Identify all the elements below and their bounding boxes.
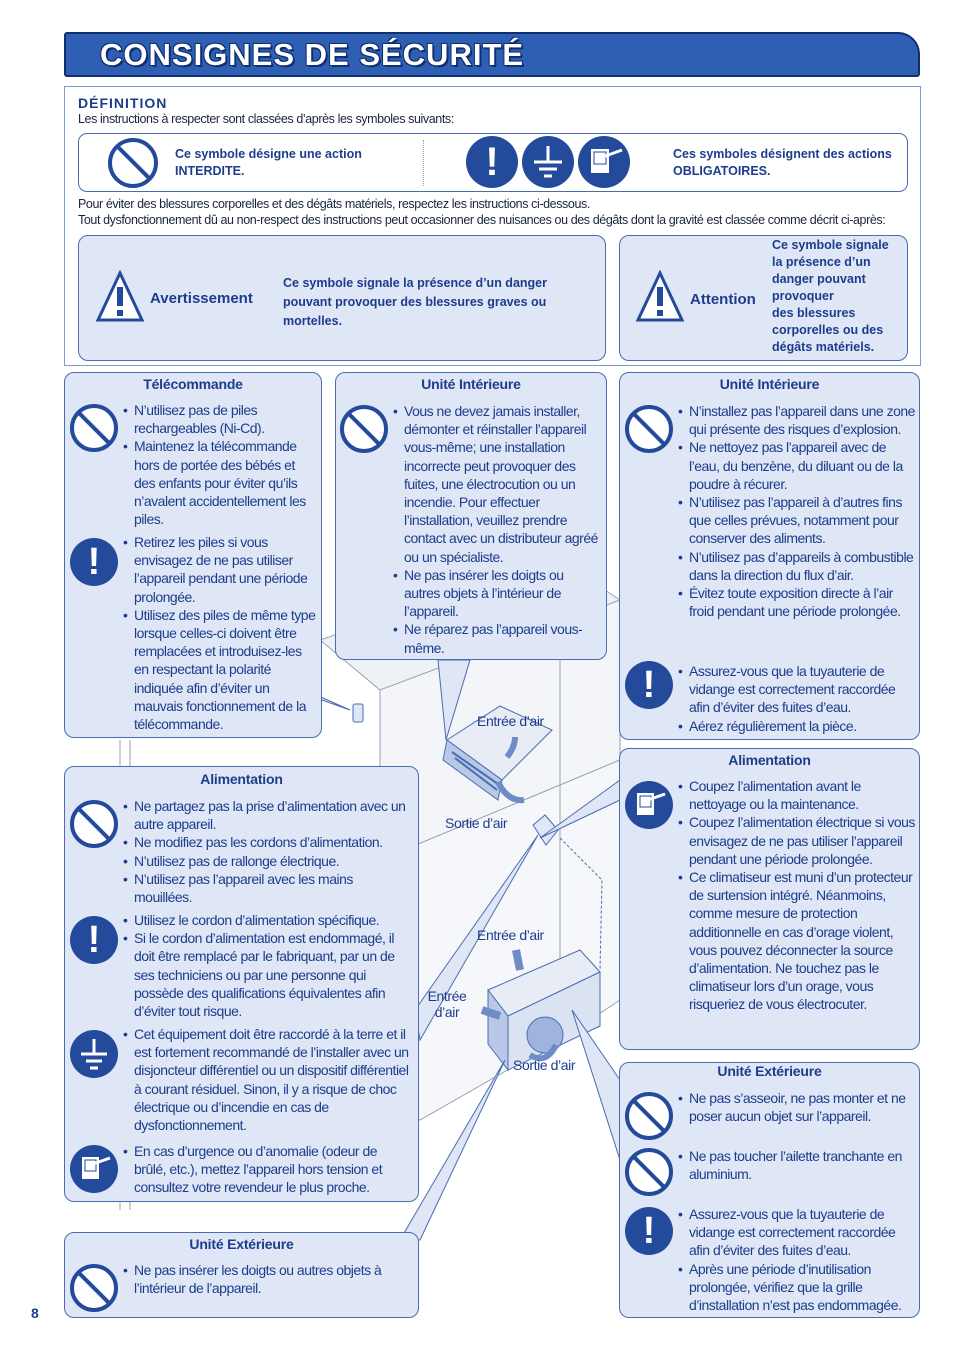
caution-triangle-icon (636, 270, 684, 324)
list-item: • Ne pas toucher l’ailette tranchante en aluminium. (678, 1147, 916, 1183)
list-item: • Ne partagez pas la prise d’alimentation avec un autre appareil. (123, 797, 411, 833)
list-item: • N’utilisez pas d’appareils à combustible dans la direction du flux d’air. (678, 548, 916, 584)
list-item: • Ne modifiez pas les cordons d’alimentation. (123, 833, 411, 851)
page-number: 8 (31, 1305, 39, 1321)
box-unite-exterieure-2-title: Unité Extérieure (717, 1063, 822, 1079)
telecommande-mandatory-list (123, 533, 318, 733)
caution-line: la présence d’un (772, 255, 871, 269)
list-item: • Ne pas s’asseoir, ne pas monter et ne poser aucun objet sur l’appareil. (678, 1089, 916, 1125)
box-telecommande-title: Télécommande (143, 376, 243, 392)
mandatory-icon: ! (70, 538, 118, 586)
caution-line: dégâts matériels. (772, 340, 875, 354)
list-item: • Retirez les piles si vous envisagez de ne pas utiliser l’appareil pendant une période prolongée. (123, 533, 318, 606)
caution-line: danger pouvant (772, 272, 866, 286)
ground-icon (522, 136, 574, 188)
air-outlet-label: Sortie d’air (513, 1057, 576, 1073)
definition-intro: Les instructions à respecter sont classées d’après les symboles suivants: (78, 112, 454, 126)
no-fingers-icon (70, 1264, 118, 1312)
definition-note1: Pour éviter des blessures corporelles et des dégâts matériels, respectez les instructions ci-dessous. (78, 197, 590, 211)
list-item: • N’installez pas l’appareil dans une zone qui présente des risques d’explosion. (678, 402, 916, 438)
list-item: • Ne pas insérer les doigts ou autres objets à l’intérieur de l’appareil. (393, 566, 600, 621)
box-alimentation-2-title: Alimentation (728, 752, 811, 768)
no-touch-icon (625, 1148, 673, 1196)
alimentation-2-list (678, 777, 916, 1014)
unite-exterieure-2-mandatory-list (678, 1205, 916, 1314)
list-item: • Ce climatiseur est muni d’un protecteur de surtension intégré. Néanmoins, comme mesure de protection additionnelle en cas d’orage violent, vous pouvez déconnecter la source d’alimentation. Ne touchez pas le climatiseur lors d’un orage, vous risqueriez de vous électrocuter. (678, 868, 916, 1014)
ground-icon (70, 1030, 118, 1078)
air-intake-label (424, 988, 470, 1020)
list-item: • En cas d’urgence ou d’anomalie (odeur de brûlé, etc.), mettez l’appareil hors tension et consultez votre revendeur le plus proche. (123, 1142, 411, 1197)
list-item: • Coupez l’alimentation électrique si vous envisagez de ne pas utiliser l’appareil pendant une période prolongée. (678, 813, 916, 868)
list-item: • Ne pas insérer les doigts ou autres objets à l’intérieur de l’appareil. (123, 1261, 403, 1297)
list-item: • Ne réparez pas l’appareil vous-même. (393, 620, 600, 656)
unite-exterieure-1-list (123, 1261, 403, 1297)
unite-exterieure-2-nositting-list (678, 1089, 916, 1125)
box-alimentation-1-title: Alimentation (200, 771, 283, 787)
prohibited-desc-line2: INTERDITE. (175, 164, 245, 178)
warning-label: Avertissement (150, 290, 253, 307)
list-item: • Assurez-vous que la tuyauterie de vidange est correctement raccordée afin d’éviter des fuites d’eau. (678, 1205, 916, 1260)
mandatory-desc-line2: OBLIGATOIRES. (673, 164, 771, 178)
unplug-icon (70, 1145, 118, 1193)
prohibited-icon (108, 138, 158, 188)
list-item: • Utilisez des piles de même type lorsque celles-ci doivent être remplacées et introduisez-les en respectant la polarité indiquée afin d’éviter un mauvais fonctionnement de la télécommande. (123, 606, 318, 733)
definition-note2: Tout dysfonctionnement dû au non-respect des instructions peut occasionner des nuisances ou des dégâts dont la gravité est classée comme décrit ci-après: (78, 213, 886, 227)
prohibited-icon (625, 405, 673, 453)
list-item: • Après une période d’inutilisation prolongée, vérifiez que la grille d’installation n’est pas endommagée. (678, 1260, 916, 1315)
prohibited-desc (175, 146, 362, 180)
box-unite-exterieure-1-title: Unité Extérieure (189, 1236, 294, 1252)
list-item: • Ne nettoyez pas l’appareil avec de l’eau, du benzène, du diluant ou de la poudre à récurer. (678, 438, 916, 493)
unite-exterieure-2-notouch-list (678, 1147, 916, 1183)
alimentation-1-prohibited-list (123, 797, 411, 906)
list-item: • Assurez-vous que la tuyauterie de vidange est correctement raccordée afin d’éviter des fuites d’eau. (678, 662, 916, 717)
list-item: • N’utilisez pas l’appareil à d’autres fins que celles prévues, notamment pour conserver des aliments. (678, 493, 916, 548)
mandatory-desc-line1: Ces symboles désignent des actions (673, 147, 892, 161)
title-bar (64, 32, 920, 77)
warning-text: Ce symbole signale la présence d’un danger pouvant provoquer des blessures graves ou mortelles. (283, 276, 547, 328)
caution-line: des blessures (772, 306, 856, 320)
list-item: • Évitez toute exposition directe à l’air froid pendant une période prolongée. (678, 584, 916, 620)
prohibited-icon (70, 800, 118, 848)
air-intake-label-line: d’air (434, 1004, 460, 1020)
box-unite-interieure-2-title: Unité Intérieure (719, 376, 820, 392)
box-unite-interieure-1-title: Unité Intérieure (421, 376, 521, 392)
list-item: • Utilisez le cordon d’alimentation spécifique. (123, 911, 411, 929)
alimentation-1-mandatory-list (123, 911, 411, 1020)
alimentation-1-ground-list (123, 1025, 413, 1134)
air-intake-label-line: Entrée (427, 988, 467, 1004)
mandatory-icon: ! (625, 1207, 673, 1255)
unplug-icon (578, 136, 630, 188)
list-item: • Maintenez la télécommande hors de portée des bébés et des enfants pour éviter qu’ils n’avalent accidentellement les piles. (123, 437, 318, 528)
list-item: • N’utilisez pas de piles rechargeables (Ni-Cd). (123, 401, 318, 437)
air-intake-label: Entrée d’air (477, 713, 544, 729)
air-intake-label: Entrée d’air (477, 927, 544, 943)
warning-triangle-icon (96, 270, 144, 324)
list-item: • N’utilisez pas de rallonge électrique. (123, 852, 411, 870)
list-item: • Si le cordon d’alimentation est endommagé, il doit être remplacé par le fabriquant, par un de ses techniciens ou par une personne qui possède des qualifications équivalentes afin d’éviter tout risque. (123, 929, 411, 1020)
unite-interieure-1-list (393, 402, 600, 657)
mandatory-desc (673, 146, 892, 180)
caution-line: corporelles ou des (772, 323, 884, 337)
unite-interieure-2-prohibited-list (678, 402, 916, 620)
list-item: • Vous ne devez jamais installer, démonter et réinstaller l’appareil vous-même; une installation incorrecte peut provoquer des fuites, une électrocution ou un incendie. Pour effectuer l’installation, veuillez prendre contact avec un distributeur agréé ou un spécialiste. (393, 402, 600, 566)
list-item: • N’utilisez pas l’appareil avec les mains mouillées. (123, 870, 411, 906)
caution-label: Attention (690, 291, 756, 308)
unplug-icon (625, 781, 673, 829)
air-outlet-label: Sortie d’air (445, 815, 508, 831)
mandatory-icon: ! (625, 661, 673, 709)
caution-text (772, 237, 902, 356)
definition-title: DÉFINITION (78, 95, 168, 111)
prohibited-desc-line1: Ce symbole désigne une action (175, 147, 362, 161)
list-item: • Cet équipement doit être raccordé à la terre et il est fortement recommandé de l’installer avec un disjoncteur différentiel ou un dispositif différentiel à courant résiduel. Sinon, il y a risque de choc électrique ou d’incendie en cas de dysfonctionnement. (123, 1025, 413, 1134)
prohibited-icon (70, 404, 118, 452)
page-title: CONSIGNES DE SÉCURITÉ (100, 37, 525, 72)
caution-line: provoquer (772, 289, 834, 303)
mandatory-icon: ! (70, 916, 118, 964)
prohibited-icon (340, 405, 388, 453)
alimentation-1-unplug-list (123, 1142, 411, 1197)
mandatory-icon: ! (466, 136, 518, 188)
no-sitting-icon (625, 1092, 673, 1140)
list-item: • Coupez l’alimentation avant le nettoyage ou la maintenance. (678, 777, 916, 813)
telecommande-prohibited-list (123, 401, 318, 528)
list-item: • Aérez régulièrement la pièce. (678, 717, 916, 735)
caution-line: Ce symbole signale (772, 238, 889, 252)
unite-interieure-2-mandatory-list (678, 662, 916, 735)
divider (423, 140, 424, 186)
